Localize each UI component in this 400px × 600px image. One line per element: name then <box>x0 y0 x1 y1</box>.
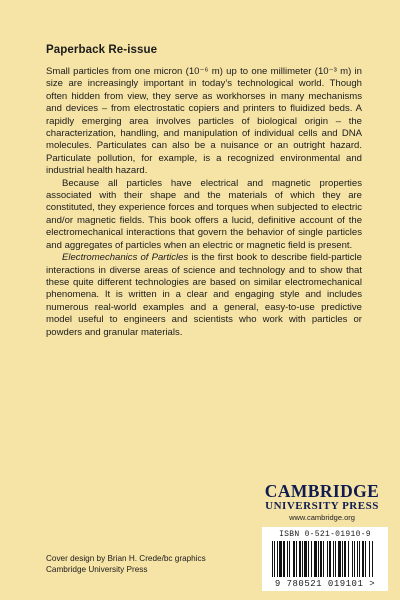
barcode-bar <box>342 541 343 577</box>
barcode-bar <box>338 541 341 577</box>
barcode-bar <box>274 541 275 577</box>
barcode-bar <box>369 541 370 577</box>
barcode-bar <box>352 541 353 577</box>
barcode-bar <box>359 541 360 577</box>
barcode-bar <box>333 541 334 577</box>
book-title: Electromechanics of Particles <box>62 252 189 264</box>
barcode-bar <box>272 541 273 577</box>
barcode-bar <box>354 541 355 577</box>
barcode-bar <box>296 541 297 577</box>
barcode-bar <box>314 541 317 577</box>
reissue-heading: Paperback Re-issue <box>46 44 158 56</box>
barcode-bar <box>293 541 295 577</box>
publisher-url: www.cambridge.org <box>289 513 355 522</box>
barcode-bar <box>344 541 346 577</box>
publisher-name: CAMBRIDGE <box>264 481 380 501</box>
barcode-bar <box>318 541 319 577</box>
barcode-bar <box>365 541 366 577</box>
barcode-bar <box>311 541 312 577</box>
barcode-bar <box>329 541 331 577</box>
cover-credits <box>46 554 206 575</box>
blurb-paragraph-3 <box>46 252 362 339</box>
barcode-digits: 9 780521 019101 > <box>274 579 376 589</box>
barcode-bar <box>289 541 290 577</box>
barcode-bar <box>372 541 373 577</box>
barcode-bar <box>308 541 309 577</box>
barcode-bar <box>348 541 349 577</box>
barcode-bar <box>279 541 282 577</box>
publisher-subtitle: UNIVERSITY PRESS <box>265 500 379 512</box>
barcode-bar <box>304 541 307 577</box>
isbn-text: ISBN 0-521-01910-9 <box>279 530 371 539</box>
barcode-bar <box>323 541 324 577</box>
cover-design-credit: Cover design by Brian H. Crede/bc graphics <box>46 554 206 563</box>
blurb-paragraph-2: Because all particles have electrical and magnetic properties associated with their shape and the materials of which they are constituted, they experience forces and torques when subjected to electric and/or magnetic fields. This book offers a lucid, definitive account of the electromechanical interactions that govern the behavior of single particles and aggregates of particles when an electric or magnetic field is present. <box>46 177 362 251</box>
barcode-bar <box>287 541 288 577</box>
blurb-paragraph-3-text: is the first book to describe field-particle interactions in diverse areas of science and technology and to show that these quite different technologies are based on similar electromechanical phenomena. It is written in a clear and engaging style and includes numerous real-world examples and a general, easy-to-use predictive model useful to engineers and scientists who work with particles or powders and granular materials. <box>46 252 362 338</box>
barcode-bar <box>357 541 358 577</box>
barcode-bar <box>302 541 303 577</box>
barcode-bar <box>283 541 285 577</box>
publisher-credit: Cambridge University Press <box>46 564 148 574</box>
barcode-bar <box>362 541 364 577</box>
barcode-bar <box>320 541 322 577</box>
barcode-panel <box>262 527 388 591</box>
barcode-bar <box>327 541 328 577</box>
blurb-text <box>46 66 362 339</box>
barcode-icon <box>272 541 378 577</box>
blurb-paragraph-1: Small particles from one micron (10⁻⁶ m) up to one millimeter (10⁻³ m) in size are increasingly important in today’s technological world. Though often hidden from view, they serve as workhorses in many mechanisms and devices – from electrostatic copiers and printers to fluidized beds. A rapidly emerging area involves particles of biological origin – the characterization, handling, and manipulation of individual cells and DNA molecules. Particulates can also be a nuisance or an outright hazard. Particulate pollution, for example, is a recognized environmental and industrial health hazard. <box>46 66 362 177</box>
barcode-bar <box>299 541 301 577</box>
publisher-logo <box>262 482 382 522</box>
barcode-bar <box>277 541 278 577</box>
barcode-bar <box>335 541 336 577</box>
